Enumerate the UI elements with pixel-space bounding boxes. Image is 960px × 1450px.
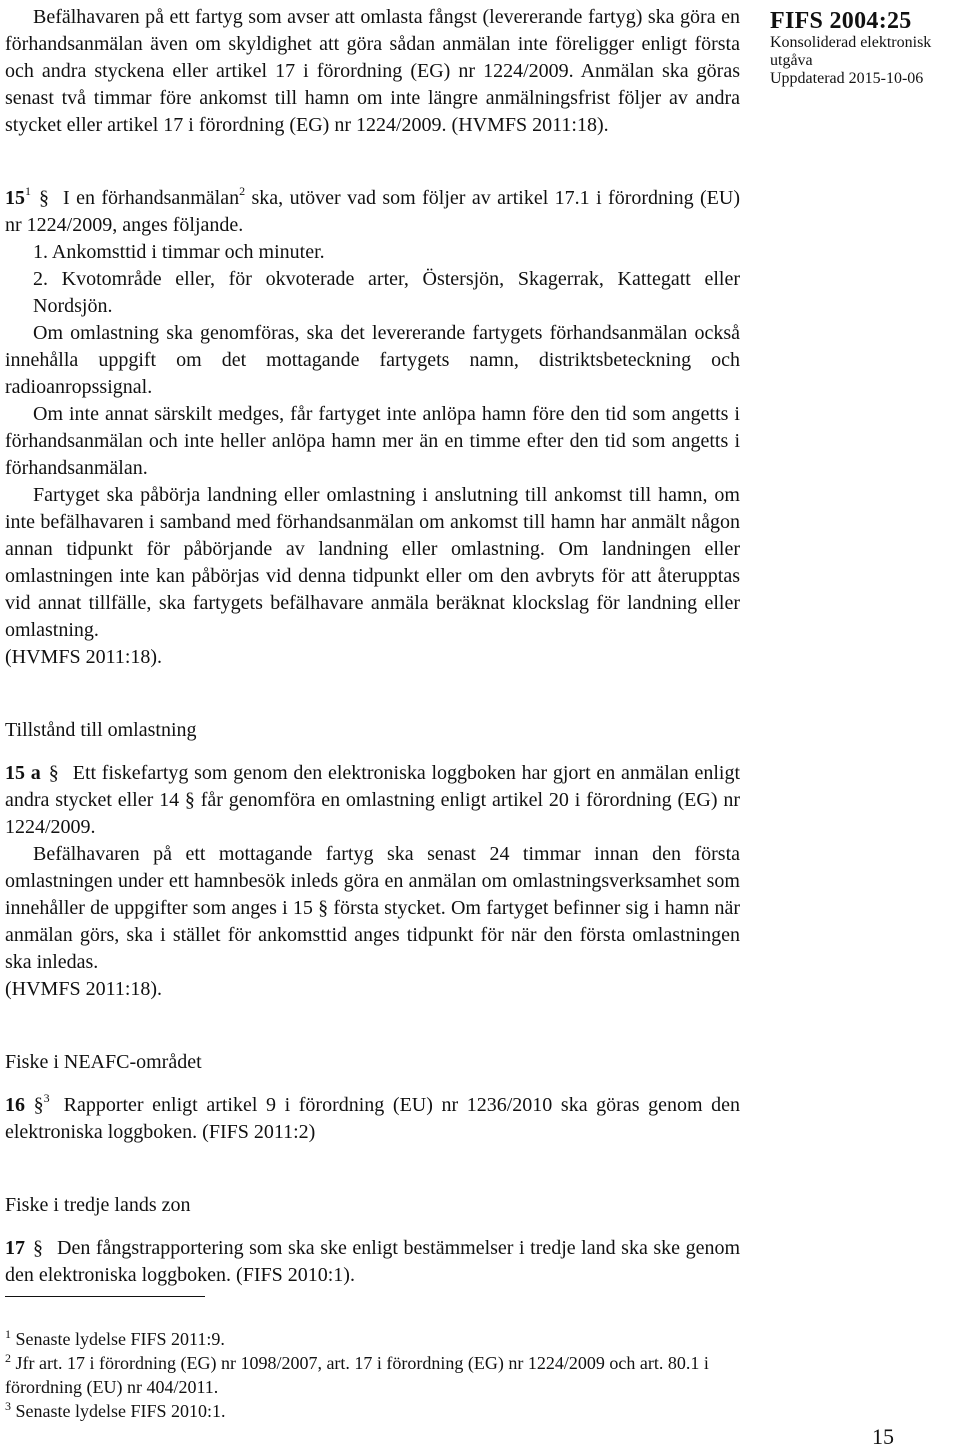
paragraph: Befälhavaren på ett mottagande fartyg ska senast 24 timmar innan den första omlastningen under ett hamnbesök inleds göra en anmälan om omlastningsverksamhet som innehåller de uppgifter som anges i 15 § första stycket. Om fartyget befinner sig i hamn när anmälan görs, ska i stället för ankomsttid anges tidpunkt för när den första omlastningen ska inledas. (5, 843, 740, 973)
edition-label-cont: utgåva (770, 52, 813, 69)
section-mark: § (33, 1237, 43, 1259)
paragraph: Fartyget ska påbörja landning eller omlastning i anslutning till ankomst till hamn, om inte befälhavaren i samband med förhandsanmälan om ankomst till hamn har anmält någon annan tidpunkt för påbörjande av landning eller omlastning. Om landningen eller omlastningen inte kan påbörjas vid denna tidpunkt eller om den avbryts för att återupptas vid annat tillfälle, ska fartygets befälhavare anmäla beräknat klockslag för landning eller omlastning. (5, 484, 740, 641)
page-number: 15 (872, 1424, 894, 1449)
section-16-lead (5, 1092, 740, 1146)
footnote-2: $^2$ Jfr art. 17 i förordning (EG) nr 1098/2007, art. 17 i förordning (EG) nr 1224/2009 och art. 80.1 i förordning (EU) nr 404/2011. (5, 1351, 709, 1397)
paragraph: Om inte annat särskilt medges, får fartyget inte anlöpa hamn före den tid som angetts i förhandsanmälan och inte heller anlöpa hamn mer än en timme efter den tid som angetts i förhandsanmälan. (5, 403, 740, 479)
heading-neafc: Fiske i NEAFC-området (5, 1051, 202, 1073)
intro-paragraph: Befälhavaren på ett fartyg som avser att omlasta fångst (levererande fartyg) ska göra en förhandsanmälan även om skyldighet att göra sådan anmälan inte föreligger enligt första och andra styckena eller artikel 17 i förordning (EG) nr 1224/2009. Anmälan ska göras senast två timmar före ankomst till hamn om inte längre anmälningsfrist följer av andra stycket eller artikel 17 i förordning (EG) nr 1224/2009. (HVMFS 2011:18). (5, 6, 740, 136)
amendment-ref: (HVMFS 2011:18). (5, 646, 163, 668)
section-mark: § (39, 187, 49, 209)
updated-date: Uppdaterad 2015-10-06 (770, 70, 924, 87)
section-17-lead (5, 1235, 740, 1289)
list-item: 1. Ankomsttid i timmar och minuter. (33, 241, 325, 263)
heading-omlastning: Tillstånd till omlastning (5, 719, 197, 741)
footnote-1: $^1$ Senaste lydelse FIFS 2011:9. (5, 1327, 225, 1349)
section-mark: §$^3$ (33, 1091, 50, 1116)
section-text-cont: ska, utöver vad som följer av artikel 17.1 i förordning (EU) nr 1224/2009, anges följande. (5, 187, 740, 236)
paragraph: Om omlastning ska genomföras, ska det levererande fartygets förhandsanmälan också innehålla uppgift om det mottagande fartygets namn, distriktsbeteckning och radioanropssignal. (5, 322, 740, 398)
section-number: 15 (5, 187, 25, 209)
footnotes (5, 1296, 745, 1423)
section-15a-lead (5, 760, 740, 841)
section-number: 17 (5, 1237, 25, 1259)
section-number: 16 (5, 1094, 25, 1116)
footnote-ref: 2 (239, 184, 246, 198)
section-mark: § (48, 762, 59, 784)
section-15a (5, 760, 740, 1003)
section-15-lead (5, 185, 740, 239)
publication-code: FIFS 2004:25 (770, 8, 912, 34)
section-15 (5, 185, 740, 671)
section-17 (5, 1235, 740, 1289)
document-header (770, 8, 960, 88)
section-16 (5, 1092, 740, 1146)
footnote-ref: 3 (43, 1091, 50, 1105)
document-body (5, 4, 740, 1289)
section-text: I en förhandsanmälan (63, 187, 240, 209)
heading-tredje-land: Fiske i tredje lands zon (5, 1194, 191, 1216)
section-text: Rapporter enligt artikel 9 i förordning (EU) nr 1236/2010 ska göras genom den elektroniska loggboken. (FIFS 2011:2) (5, 1094, 741, 1143)
list-item: 2. Kvotområde eller, för okvoterade arter, Östersjön, Skagerrak, Kattegatt eller Nordsjön. (33, 268, 740, 317)
section-text: Ett fiskefartyg som genom den elektroniska loggboken har gjort en anmälan enligt andra stycket eller 14 § får genomföra en omlastning enligt artikel 20 i förordning (EG) nr 1224/2009. (5, 762, 740, 838)
amendment-ref: (HVMFS 2011:18). (5, 978, 163, 1000)
footnote-divider (5, 1296, 205, 1297)
edition-label: Konsoliderad elektronisk (770, 34, 932, 51)
section-number: 15 a (5, 762, 41, 784)
footnote-3: $^3$ Senaste lydelse FIFS 2010:1. (5, 1399, 226, 1421)
section-text: Den fångstrapportering som ska ske enligt bestämmelser i tredje land ska ske genom den elektroniska loggboken. (FIFS 2010:1). (5, 1237, 740, 1286)
footnote-ref: 1 (25, 184, 31, 198)
